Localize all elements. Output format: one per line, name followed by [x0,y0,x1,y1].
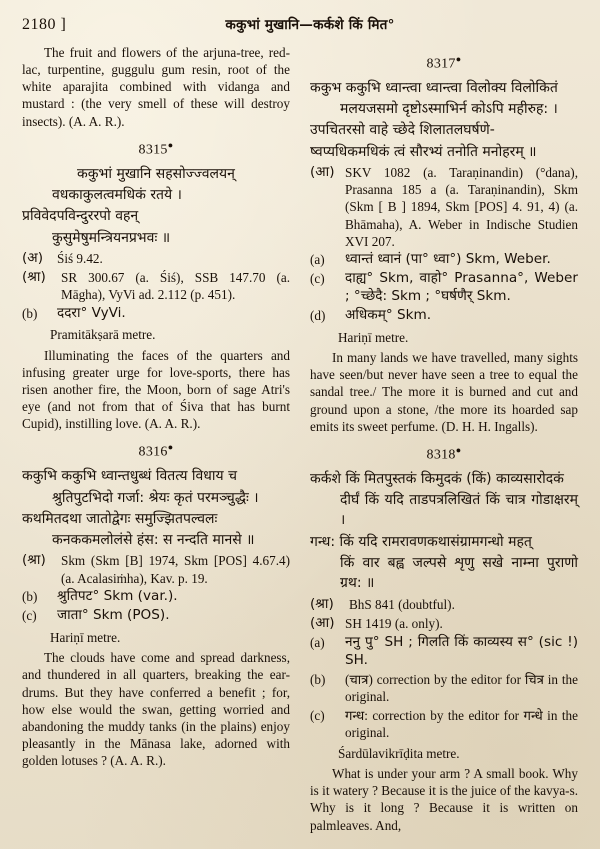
reference-tag: (c) [310,707,325,723]
reference-tag: (आ) [310,614,335,631]
reference-item [310,634,578,669]
reference-text: SH 1419 (a. only). [345,615,443,631]
reference-text: जाता° Skm (POS). [57,607,170,624]
reference-tag: (श्रा) [310,595,334,612]
reference-tag: (c) [22,608,37,624]
reference-item [22,607,290,625]
reference-text: Skm (Skm [B] 1974, Skm [POS] 4.67.4) (a. Acalasiṁha), Kav. p. 19. [61,553,290,586]
reference-text: BhS 841 (doubtful). [349,596,455,612]
verse-line: उपचितरसो वाहे च्छेदे शिलातलघर्षणे- [310,122,495,139]
verse-line: कनककमलोलंसे हंस: स नन्दति मानसे ॥ [52,532,255,549]
reference-tag: (आ) [310,164,335,181]
reference-tag: (b) [310,671,326,687]
reference-item [310,164,578,250]
reference-text: SR 300.67 (a. Śiś), SSB 147.70 (a. Māgha), VyVi ad. 2.112 (p. 451). [61,269,290,303]
verse-line: किं वार बह्व जल्पसे शृणु सखे नाम्ना पुराणो ग्रथ: ॥ [340,554,578,592]
reference-item [22,588,290,606]
entry-number-8316: 8316● [138,442,174,461]
verse-line: कथमितदथा जातोद्वेगः समुज्झितपल्वलः [22,510,218,527]
reference-text: श्रुतिपट° Skm (var.). [57,588,178,605]
reference-text: SKV 1082 (a. Taraṇinandin) (°dana), Prasanna 185 a (a. Taraṇinandin), Skm (Skm [ B ] 1894, Skm [POS] 4. 91, 4) (a. Bhāmaha), A. Weber in Indische Studien XVI 207. [345,165,578,249]
verse-line: कर्कशे किं मितपुस्तकं किमुदकं (किं) काव्यसारोदकं [310,470,564,487]
reference-text: ननु पु° SH ; गिलति किं काव्यस्य स° (sic !) SH. [345,633,578,668]
running-head: ककुभां मुखानि—कर्कशे किं मित° [225,17,395,33]
reference-item [22,269,290,303]
metre-label: Śardūlavikrīḍita metre. [338,745,460,761]
metre-label: Hariṇī metre. [338,330,409,345]
reference-item [310,307,578,325]
reference-list-8317 [310,164,578,325]
reference-tag: (c) [310,271,325,287]
reference-item [22,552,290,586]
verse-line: वधकाकुलत्वमधिकं रतये । [52,186,182,203]
verse-line: कुसुमेषुमन्त्रियनप्रभवः ॥ [52,229,171,246]
reference-tag: (a) [310,634,325,650]
verse-line: मलयजसमो दृष्टोऽस्माभिर्न कोऽपि महीरुह: । [340,101,558,118]
two-column-body [22,44,578,844]
reference-tag: (b) [22,305,38,321]
verse-line: प्रविवेदपविन्दुररपो वहन् [22,208,139,225]
page-header [22,14,578,40]
reference-tag: (श्रा) [22,552,46,569]
folio-number: 2180 ] [22,16,67,33]
metre-label: Hariṇī metre. [50,630,121,646]
right-column [310,44,578,844]
reference-item [310,270,578,305]
translation-paragraph: The clouds have come and spread darkness, and thundered in all quarters, breaking the ear-drums. But they have conferred a benefit ; for, how else would the swan, getting worried and abandoning the muddy tanks (in the plains) enjoy pleasantly in the Mānasa lake, adorned with golden lotuses ? (A. A. R.). [22,650,290,769]
verse-line: ककुभि ककुभि ध्वान्तधुब्धं वितत्य विधाय च [22,468,238,485]
reference-item [310,707,578,741]
reference-tag: (b) [22,589,38,605]
reference-item [22,305,290,323]
metre-label: Pramitākṣarā metre. [50,327,156,343]
entry-number-8317: 8317● [426,54,462,72]
reference-item [310,671,578,705]
verse-line: ककुभ ककुभि ध्वान्त्वा ध्वान्त्वा विलोक्य विलोकितं [310,79,558,96]
reference-text: Śiś 9.42. [57,250,103,266]
verse-line: गन्ध: किं यदि रामरावणकथासंग्रामगन्धो महत् [310,533,532,550]
reference-tag: (d) [310,308,326,324]
reference-list-8315 [22,250,290,323]
reference-text: गन्ध: correction by the editor for गन्धे in the original. [345,707,578,740]
translation-paragraph: In many lands we have travelled, many sights have seen/but never have seen a tree to equal the sandal tree./ The more it is burned and cut and ground upon a stone, /the more its hoarded sap emits its sweet perfume. (D. H. H. Ingalls). [310,350,578,434]
left-column [22,44,292,844]
reference-item [310,615,578,633]
reference-item [310,596,578,614]
reference-tag: (a) [310,252,325,268]
reference-text: (चात्र) correction by the editor for चित्र in the original. [345,671,578,704]
reference-item [310,251,578,269]
verse-line: ष्वप्यधिकमधिकं त्वं सौरभ्यं तनोति मनोहरम् ॥ [310,143,537,160]
entry-number-8315: 8315● [138,139,174,158]
reference-text: अधिकम्° Skm. [345,307,432,324]
reference-text: ध्वान्तं ध्वानं (पा° ध्वा°) Skm, Weber. [345,251,551,268]
verse-line: दीर्घं किं यदि ताडपत्रलिखितं किं चात्र गोडाक्षरम् । [340,492,578,529]
reference-text: ददरा° VyVi. [57,304,126,321]
reference-list-8316 [22,552,290,625]
reference-text: दाह्य° Skm, वाहो° Prasanna°, Weber ; °च्छेदै: Skm ; °घर्षणैर् Skm. [345,270,578,305]
translation-paragraph: Illuminating the faces of the quarters and infusing greater urge for love-sports, there has risen another fire, the Moon, born of sage Atri's eye (and not from that of Śiva that has burnt Cupid), instilling love. (A. A. R.). [22,347,290,432]
reference-tag: (श्रा) [22,268,46,285]
verse-line: श्रुतिपुटभिदो गर्जा: श्रेयः कृतं परमञ्चुद्धैः । [52,489,259,506]
entry-number-8318: 8318● [426,444,462,463]
opening-paragraph: The fruit and flowers of the arjuna-tree, red-lac, turpentine, guggulu gum resin, root of the white aparajita combined with vidanga and mustard : (the very smell of these will destroy insects). (A. A. R.). [22,45,290,129]
translation-paragraph: What is under your arm ? A small book. Why is it watery ? Because it is the juice of the kavya-s. Why is it long ? Because it is written on palmleaves. And, [310,766,578,833]
reference-tag: (अ) [22,249,43,266]
verse-line: ककुभां मुखानि सहसोज्ज्वलयन् [77,165,235,182]
reference-list-8318 [310,596,578,741]
reference-item [22,250,290,268]
